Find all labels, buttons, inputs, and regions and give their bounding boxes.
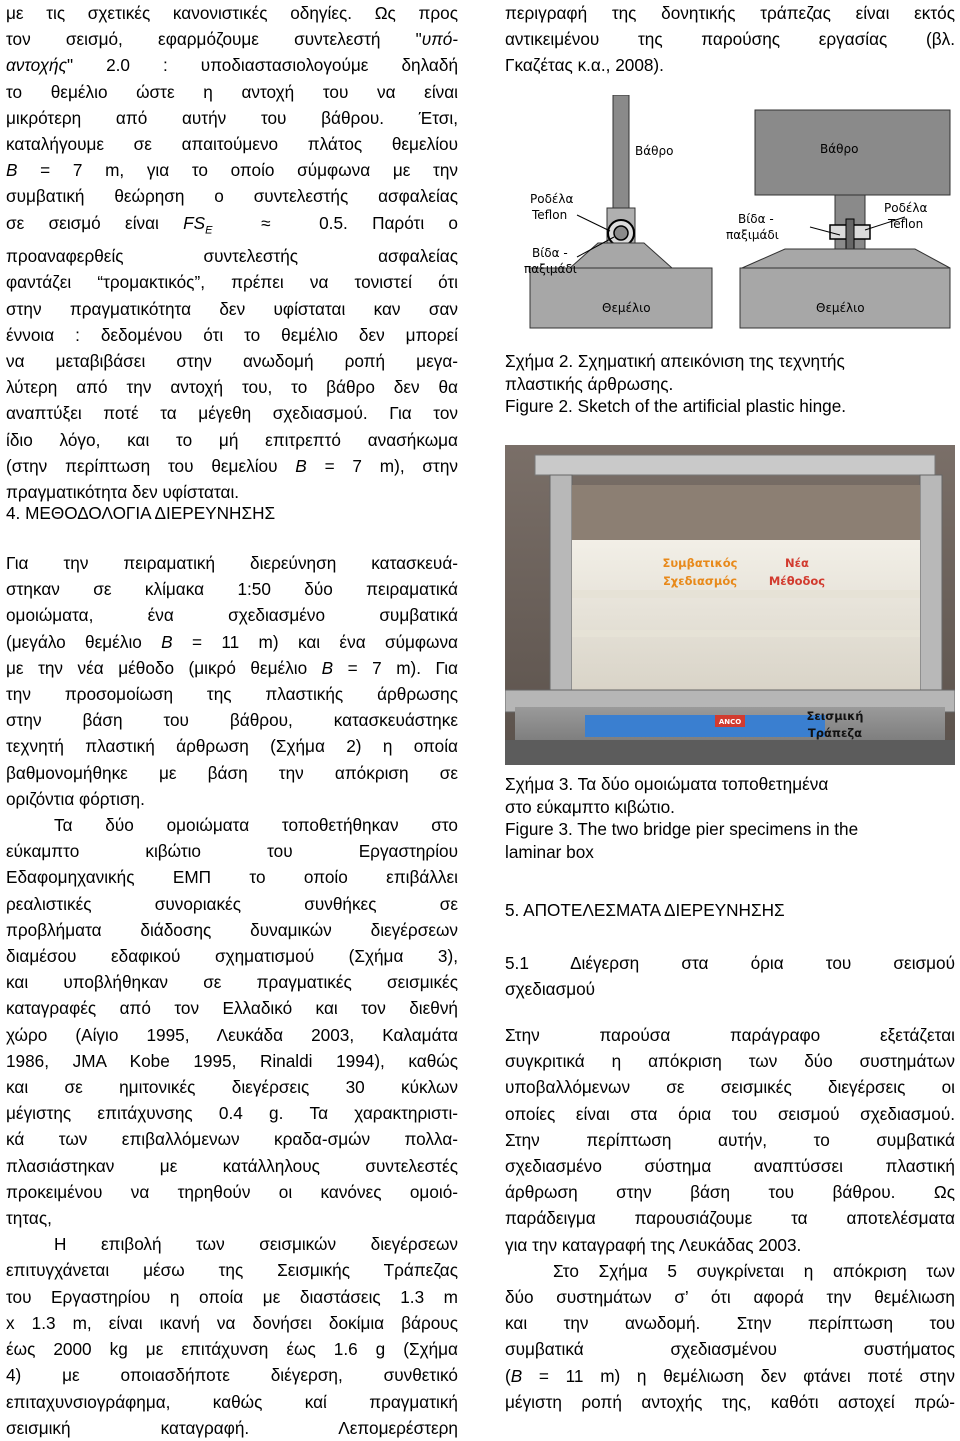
text-line: αντοχής" 2.0 : υποδιαστασιολογούμε δηλαδή (6, 55, 458, 76)
table-blue-panel (585, 715, 825, 737)
text-line: Τα δύο ομοιώματα τοποθετήθηκαν στο (54, 815, 458, 836)
frame-post-left (550, 475, 572, 715)
text-line: δύο συστημάτων σ’ ότι αφορά την θεμέλιωση (505, 1287, 955, 1308)
caption-en-line-1: Figure 3. The two bridge pier specimens in the (505, 819, 859, 839)
text-line: Εδαφομηχανικής ΕΜΠ το οποίο επιβάλλει (6, 867, 458, 888)
footing-right (740, 268, 950, 328)
text-line: ρεαλιστικές συνοριακές συνθήκες σε (6, 893, 458, 914)
caption-gr-line-2: στο εύκαμπτο κιβώτιο. (505, 796, 675, 817)
frame-post-right (920, 475, 942, 715)
text-line: καταλήγουμε σε απαιτούμενο πλάτος θεμελίου (6, 134, 458, 155)
label-bolt-left-1: Βίδα - (532, 246, 568, 260)
subsection-heading-5-1 (505, 950, 955, 1002)
text-line: την προσομοίωση της πλαστικής άρθρωσης (6, 684, 458, 705)
text-line: συμβατικά σχεδιασμένου συστήματος (505, 1339, 955, 1360)
text-line: αναπτύξει ποτέ τα μέγεθη σχεδιασμού. Για τον (6, 403, 458, 424)
text-line: στην βάση του βάθρου, κατασκευάστηκε (6, 710, 458, 731)
text-line: και υποβλήθηκαν σε πραγματικές σεισμικές (6, 972, 458, 993)
text-line: εύκαμπτο κιβώτιο του Εργαστηρίου (6, 841, 458, 862)
text-line: άρθρωση στην βάση του βάθρου. Ως (505, 1182, 955, 1203)
text-line: οποίες είναι στα όρια του σεισμού σχεδιασμού. (505, 1103, 955, 1124)
text-line: διαμέσου εδαφικού σχηματισμού (Σχήμα 3), (6, 946, 458, 967)
text-line: σεισμική καταγραφή. Λεπομερέστερη (6, 1417, 458, 1438)
caption-gr-line-2: πλαστικής άρθρωσης. (505, 373, 674, 394)
label-new-method-1: Νέα (785, 556, 809, 570)
label-footing-right: Θεμέλιο (816, 301, 865, 315)
label-new-method-2: Μέθοδος (768, 574, 826, 588)
text-line: Στην περίπτωση αυτήν, το συμβατικά (505, 1129, 955, 1150)
text-line: με τις σχετικές κανονιστικές οδηγίες. Ως προς (6, 3, 458, 23)
text-line: μικρότερη από αυτήν του βάθρου. Έτσι, (6, 107, 458, 128)
text-line: x 1.3 m, είναι ικανή να δονήσει δοκίμια βάρους (6, 1312, 458, 1333)
caption-en-line-2: laminar box (505, 841, 594, 862)
text-line: B = 7 m, για το οποίο σύμφωνα με την (6, 160, 458, 181)
text-line: οριζόντια φόρτιση. (6, 788, 145, 809)
base-wedge-right (742, 249, 950, 268)
text-line: χώρο (Αίγιο 1995, Λευκάδα 2003, Καλαμάτα (6, 1024, 458, 1045)
base-wedge-left (570, 243, 672, 268)
label-teflon-right-1: Ροδέλα (884, 201, 928, 215)
section-heading-5: 5. ΑΠΟΤΕΛΕΣΜΑΤΑ ΔΙΕΡΕΥΝΗΣΗΣ (505, 900, 785, 920)
label-conventional-1: Συμβατικός (662, 556, 738, 570)
text-line: στην πραγματικότητα δεν υφίσταται καν σαν (6, 298, 458, 319)
text-line: να μεταβιβάσει στην ανωδομή ροπή μεγα- (6, 351, 458, 372)
text-line: συμβατική θεώρηση ο συντελεστής ασφαλείας (6, 186, 458, 207)
label-bolt-mid-1: Βίδα - (738, 212, 774, 226)
text-line: σχεδιασμένο σύστημα αναπτύσσει πλαστική (505, 1156, 955, 1177)
text-line: για την καταγραφή της Λευκάδας 2003. (505, 1234, 802, 1255)
text-line: (μεγάλο θεμέλιο B = 11 m) και ένα σύμφωνα (6, 631, 458, 652)
label-footing-left: Θεμέλιο (602, 301, 651, 315)
text-line: στηκαν σε κλίμακα 1:50 δύο πειραματικά (6, 579, 458, 600)
label-shaking-table-1: Σεισμική (806, 709, 864, 723)
text-line: έως 2000 kg με επιτάχυνση έως 1.6 g (Σχήμα (6, 1339, 458, 1360)
soil-stripe (572, 590, 920, 598)
footing-left (530, 268, 712, 328)
leader-line (577, 215, 610, 231)
figure-3-caption (505, 773, 955, 863)
text-line: κά των επιβαλλόμενων κραδα-σμών πολλα- (6, 1129, 458, 1150)
heading-line: σχεδιασμού (505, 979, 596, 999)
paragraph-continuation (505, 0, 955, 79)
paragraph-results (505, 1022, 955, 1415)
text-line: περιγραφή της δονητικής τράπεζας είναι εκτός (505, 3, 955, 23)
text-line: επιτυγχάνεται μέσω της Σεισμικής Τράπεζας (6, 1260, 458, 1281)
label-bolt-left-2: παξιμάδι (524, 262, 577, 276)
label-teflon-right-2: Teflon (888, 217, 924, 231)
figure-2-hinge-sketch (510, 95, 955, 335)
label-teflon-left-1: Ροδέλα (530, 192, 574, 206)
text-line: αντικειμένου της παρούσης εργασίας (βλ. (505, 29, 955, 50)
bolt-right (846, 219, 854, 251)
text-line: φαντάζει “τρομακτικός”, πρέπει να τονιστεί ότι (6, 272, 458, 293)
pier-column-left (613, 95, 629, 213)
text-line: 4) με οποιασδήποτε διέγερση, συνθετικό (6, 1365, 458, 1386)
text-line: Γκαζέτας κ.α., 2008). (505, 55, 664, 76)
text-line: μέγιστης επιτάχυνσης 0.4 g. Τα χαρακτηριστι- (6, 1103, 458, 1124)
laminar-box-photo (505, 445, 955, 765)
text-line: παράδειγμα παρουσιάζουμε τα αποτελέσματα (505, 1208, 955, 1229)
label-shaking-table-2: Τράπεζα (807, 726, 863, 740)
soil-layer (572, 540, 920, 690)
label-teflon-left-2: Teflon (532, 208, 568, 222)
text-line: προκειμένου να τηρηθούν οι κανόνες ομοιό- (6, 1181, 458, 1202)
text-line: του Εργαστηρίου η οποία με διαστάσεις 1.3 m (6, 1286, 458, 1307)
text-line: βαθμονομήθηκε με βάση την απόκριση σε (6, 762, 458, 783)
section-heading-4: 4. ΜΕΘΟΔΟΛΟΓΙΑ ΔΙΕΡΕΥΝΗΣΗΣ (6, 503, 276, 523)
paragraph-methodology (6, 550, 458, 1441)
figure-2-caption (505, 350, 955, 418)
text-line: τητας, (6, 1208, 52, 1229)
text-line: τον σεισμό, εφαρμόζουμε συντελεστή "υπό- (6, 29, 458, 50)
text-line: ομοιώματα, ένα σχεδιασμένο συμβατικά (6, 605, 458, 626)
text-line: συγκριτικά η απόκριση των δύο συστημάτων (505, 1051, 955, 1072)
text-line: Για την πειραματική διερεύνηση κατασκευά- (6, 553, 458, 573)
text-line: υποβαλλόμενων σε σεισμικές διεγέρσεις οι (505, 1077, 955, 1098)
text-line: με την νέα μέθοδο (μικρό θεμέλιο B = 7 m). Για (6, 657, 458, 678)
text-line: και την ανωδομή. Στην περίπτωση του (505, 1313, 955, 1334)
text-line: προαναφερθείς συντελεστής ασφαλείας (6, 246, 458, 267)
text-line: Στο Σχήμα 5 συγκρίνεται η απόκριση των (553, 1260, 955, 1281)
soil-stripe (572, 630, 920, 637)
text-line: έννοια : δεδομένου ότι το θεμέλιο δεν μπορεί (6, 324, 458, 345)
text-line: σε σεισμό είναι $FS_E \approx 0.5$. Παρότι ο (6, 212, 458, 237)
text-line: Στην παρούσα παράγραφο εξετάζεται (505, 1025, 955, 1045)
text-line: τεχνητή πλαστική άρθρωση (Σχήμα 2) η οποία (6, 736, 458, 757)
text-line: το θεμέλιο ώστε η αντοχή του να είναι (6, 81, 458, 102)
text-line: 1986, JMA Kobe 1995, Rinaldi 1994), καθώς (6, 1050, 458, 1071)
text-line: επιταχυνσιογράφημα, καθώς καί πραγματική (6, 1391, 458, 1412)
bolt-left (614, 226, 628, 240)
heading-line: 5.1 Διέγερση στα όρια του σεισμού (505, 953, 955, 973)
label-conventional-2: Σχεδιασμός (662, 574, 738, 588)
text-line: πραγματικότητα δεν υφίσταται. (6, 482, 240, 503)
text-line: πλασιάστηκαν με κατάλληλους συντελεστές (6, 1155, 458, 1176)
hinge-sketch-svg (510, 95, 955, 335)
label-pier-right: Βάθρο (820, 142, 859, 156)
text-line: λύτερη από την αντοχή του, το βάθρο δεν θα (6, 377, 458, 398)
top-frame (535, 455, 935, 475)
text-line: καταγραφές από τον Ελλαδικό και τον διεθνή (6, 998, 458, 1019)
text-line: Η επιβολή των σεισμικών διεγέρσεων (54, 1234, 458, 1255)
text-line: (στην περίπτωση του θεμελίου B = 7 m), στην (6, 455, 458, 476)
caption-gr-line-1: Σχήμα 3. Τα δύο ομοιώματα τοποθετημένα (505, 774, 829, 794)
label-pier-left: Βάθρο (635, 144, 674, 158)
floor (505, 740, 955, 765)
text-line: και σε ημιτονικές διεγέρσεις 30 κύκλων (6, 1077, 458, 1098)
text-line: ίδιο λόγο, και το μή επιτρεπτό ανασήκωμα (6, 429, 458, 450)
text-line: μέγιστη ροπή αντοχής της, καθότι αστοχεί πρώ- (505, 1391, 955, 1412)
caption-en: Figure 2. Sketch of the artificial plastic hinge. (505, 396, 847, 416)
label-bolt-mid-2: παξιμάδι (726, 228, 779, 242)
brand-tag: ANCO (718, 718, 742, 726)
paragraph-intro (6, 0, 458, 505)
text-line: προβλήματα διάδοσης δυναμικών διεγέρσεων (6, 919, 458, 940)
caption-gr-line-1: Σχήμα 2. Σχηματική απεικόνιση της τεχνητής (505, 351, 845, 371)
text-line: (B = 11 m) η θεμέλιωση δεν φτάνει ποτέ στην (505, 1365, 955, 1386)
figure-3-photo (505, 445, 955, 765)
